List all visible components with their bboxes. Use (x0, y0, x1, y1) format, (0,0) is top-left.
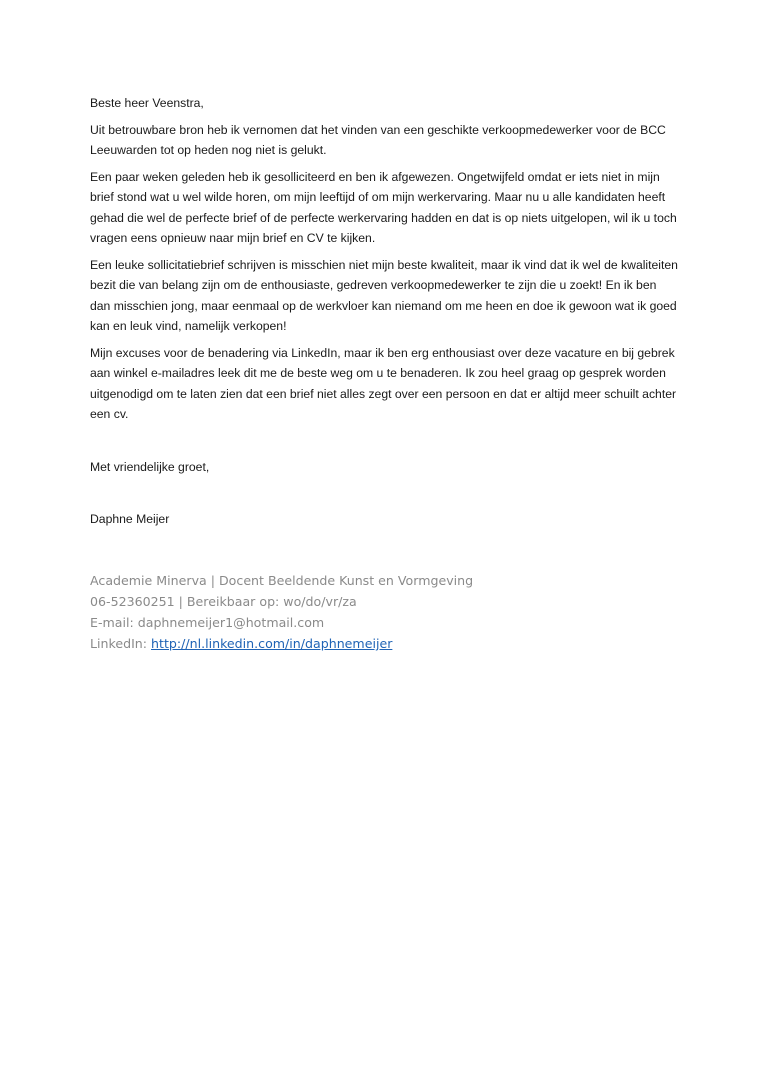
paragraph-4: Mijn excuses voor de benadering via LinkedIn, maar ik ben erg enthousiast over deze vacature en bij gebrek aan winkel e-mailadres leek dit me de beste weg om u te benaderen. Ik zou heel graag op gesprek worden uitgenodigd om te laten zien dat een brief niet alles zegt over een persoon en dat er altijd meer schuilt achter een cv. (90, 345, 677, 421)
paragraph-2: Een paar weken geleden heb ik gesolliciteerd en ben ik afgewezen. Ongetwijfeld omdat er iets niet in mijn brief stond wat u wel wilde horen, om mijn leeftijd of om mijn werkervaring. Maar nu u alle kandidaten heeft gehad die wel de perfecte brief of de perfecte werkervaring hadden en dat is op niets uitgelopen, wil ik u toch vragen eens opnieuw naar mijn brief en CV te kijken. (90, 169, 677, 245)
linkedin-label: LinkedIn: (90, 636, 152, 651)
paragraph-3: Een leuke sollicitatiebrief schrijven is misschien niet mijn beste kwaliteit, maar ik vind dat ik wel de kwaliteiten bezit die van belang zijn om de enthousiaste, gedreven verkoopmedewerker te zijn die u zoekt! En ik ben dan misschien jong, maar eenmaal op de werkvloer kan niemand om me heen en doe ik gewoon wat ik goed kan en leuk vind, namelijk verkopen! (90, 257, 678, 333)
letter-body (90, 93, 678, 536)
paragraph-1: Uit betrouwbare bron heb ik vernomen dat het vinden van een geschikte verkoopmedewerker voor de BCC Leeuwarden tot op heden nog niet is gelukt. (90, 122, 666, 157)
contact-block (90, 570, 678, 654)
contact-phone: 06-52360251 | Bereikbaar op: wo/do/vr/za (90, 594, 357, 609)
contact-affiliation: Academie Minerva | Docent Beeldende Kunst en Vormgeving (90, 573, 474, 588)
closing: Met vriendelijke groet, (90, 459, 210, 474)
signature: Daphne Meijer (90, 512, 170, 526)
contact-email: E-mail: daphnemeijer1@hotmail.com (90, 615, 325, 630)
linkedin-link[interactable]: http://nl.linkedin.com/in/daphnemeijer (151, 636, 393, 651)
salutation: Beste heer Veenstra, (90, 96, 204, 110)
contact-linkedin (90, 633, 678, 654)
